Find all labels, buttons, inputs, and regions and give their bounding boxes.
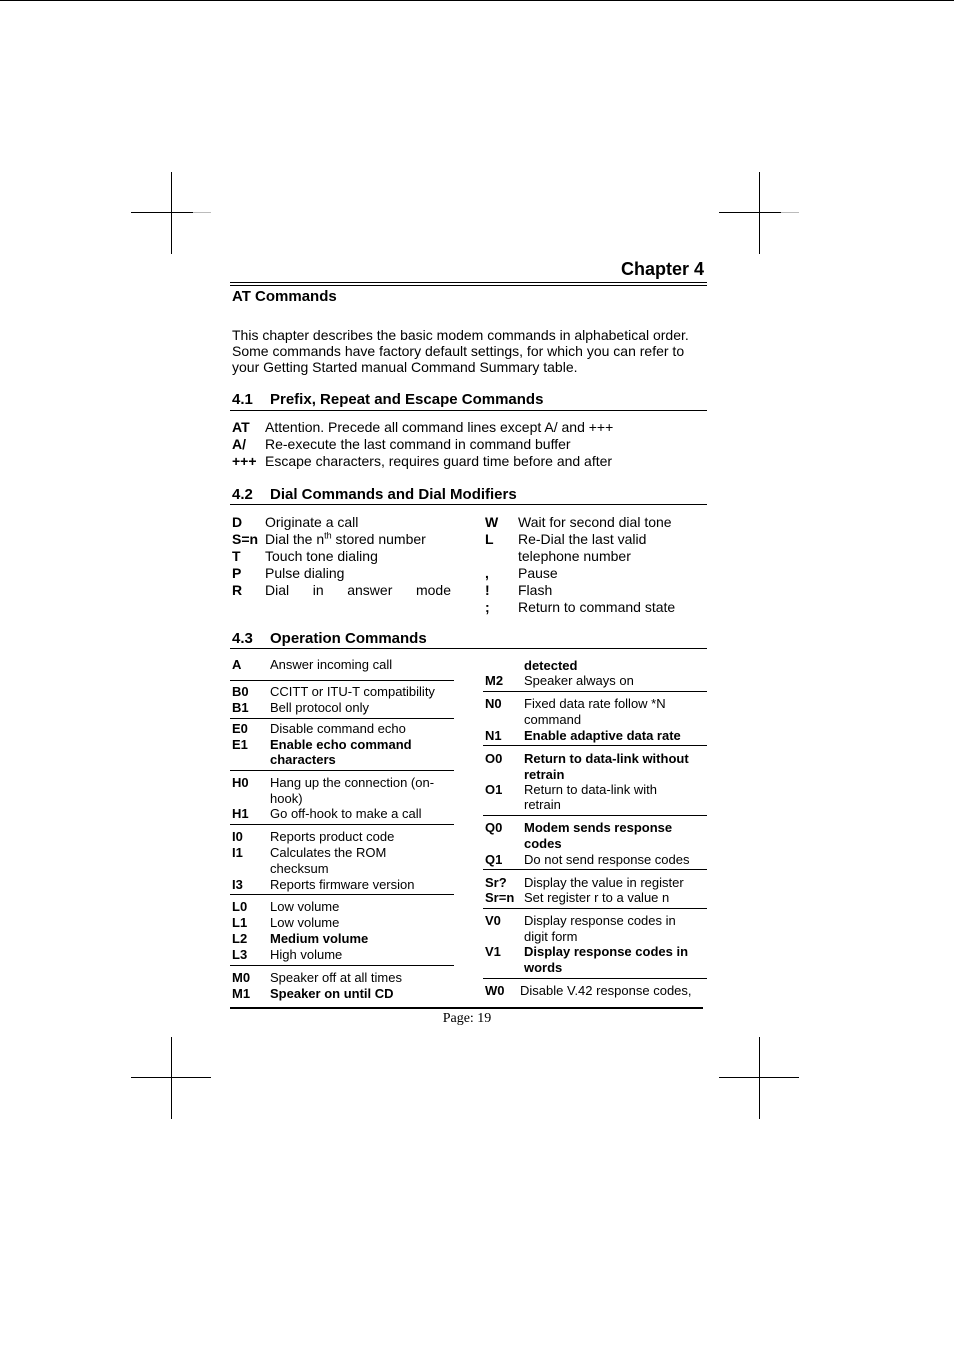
command-desc: Enable echo command [270,737,412,752]
command-key: ! [485,582,490,598]
crop-mark [193,212,211,213]
command-desc: Medium volume [270,931,369,946]
row-divider [230,824,454,825]
command-desc: CCITT or ITU-T compatibility [270,684,435,699]
command-desc: Wait for second dial tone [518,514,672,530]
command-key: I0 [232,829,243,844]
command-key: O0 [485,751,503,766]
superscript: th [324,530,332,541]
command-key: L0 [232,899,248,914]
row-divider [483,869,707,870]
command-key: A/ [232,436,246,452]
command-key: P [232,565,242,581]
section-title: Dial Commands and Dial Modifiers [270,486,517,503]
command-desc: Disable V.42 response codes, [520,983,692,998]
command-desc: Pause [518,565,558,581]
crop-mark [171,1037,172,1119]
command-key: I3 [232,877,243,892]
crop-mark [759,172,760,254]
section-number: 4.2 [232,486,253,503]
dial-commands-list [232,514,457,604]
command-key: E1 [232,737,248,752]
command-desc [265,531,426,548]
command-key: N0 [485,696,502,711]
command-desc: digit form [524,929,578,944]
desc-word: mode [415,582,451,598]
command-key: W0 [485,983,505,998]
command-desc: Pulse dialing [265,565,345,581]
chapter-rule [230,285,707,286]
command-key: S=n [232,531,259,547]
command-desc: command [524,712,582,727]
row-divider [230,680,454,681]
list-item [485,565,707,582]
command-desc: Go off-hook to make a call [270,806,422,821]
section-rule [230,648,707,649]
command-key: O1 [485,782,503,797]
section-number: 4.3 [232,630,253,647]
list-item [485,582,707,599]
crop-mark [131,212,193,213]
command-desc: Low volume [270,915,340,930]
command-desc: codes [524,836,562,851]
crop-mark [131,1077,211,1078]
command-desc: Re-Dial the last valid [518,531,647,547]
command-desc: hook) [270,791,303,806]
main-heading: AT Commands [232,288,337,305]
row-divider [230,965,454,966]
section-rule [230,504,707,505]
command-desc: Bell protocol only [270,700,369,715]
row-divider [483,815,707,816]
list-item [232,514,457,531]
command-key: W [485,514,499,530]
page-number: Page: 19 [442,1011,492,1026]
command-desc: Fixed data rate follow *N [524,696,666,711]
command-desc: Set register r to a value n [524,890,670,905]
list-item [485,514,707,531]
list-item [485,599,707,616]
crop-mark [171,172,172,254]
row-divider [483,978,707,979]
command-desc: retrain [524,797,561,812]
command-desc: detected [524,658,578,673]
row-divider [230,894,454,895]
list-item [485,531,707,548]
command-key: +++ [232,453,257,469]
command-key: L3 [232,947,248,962]
list-item [485,548,707,565]
list-item [232,548,457,565]
command-key: N1 [485,728,502,743]
command-key: ; [485,599,490,615]
command-key: Sr? [485,875,507,890]
command-desc: Return to data-link without [524,751,689,766]
desc-text: Dial the n [265,531,325,547]
command-key: , [485,565,489,581]
command-desc: Hang up the connection (on- [270,775,435,790]
command-key: R [232,582,243,598]
command-desc: characters [270,752,336,767]
command-desc: Originate a call [265,514,359,530]
command-desc: Disable command echo [270,721,406,736]
row-divider [483,745,707,746]
command-key: E0 [232,721,248,736]
command-key: Q1 [485,852,503,867]
dial-modifiers-list [485,514,707,618]
list-item [232,582,457,599]
command-key: L1 [232,915,248,930]
command-key: B1 [232,700,249,715]
command-desc: Display the value in register [524,875,684,890]
command-desc: Return to data-link with [524,782,657,797]
bottom-rule [230,1007,703,1009]
command-desc: Display response codes in [524,944,689,959]
crop-mark [781,212,799,213]
list-item [232,436,712,453]
command-desc: Flash [518,582,553,598]
intro-paragraph: This chapter describes the basic modem commands in alphabetical order. Some commands have factory default settings, for which you can refer to your Getting Started manual Command Summary table. [232,327,689,375]
page-top-border [0,0,954,1]
command-desc: Modem sends response [524,820,673,835]
command-desc: Calculates the ROM [270,845,387,860]
crop-mark [719,1077,799,1078]
command-desc: High volume [270,947,343,962]
section-title: Operation Commands [270,630,427,647]
command-key: V0 [485,913,501,928]
desc-word: in [312,582,324,598]
command-desc: Escape characters, requires guard time before and after [265,453,613,469]
command-key: D [232,514,243,530]
command-desc: Return to command state [518,599,676,615]
row-divider [483,691,707,692]
prefix-command-list [232,419,712,473]
desc-word: answer [347,582,393,598]
command-key: M2 [485,673,504,688]
command-desc: Speaker on until CD [270,986,394,1001]
command-desc [265,582,451,599]
command-key: A [232,657,242,672]
list-item [232,419,712,436]
command-key: Q0 [485,820,503,835]
command-key: T [232,548,241,564]
desc-text: stored number [331,531,426,547]
command-desc: Reports product code [270,829,395,844]
list-item [232,565,457,582]
command-key: AT [232,419,250,435]
list-item [232,531,457,548]
section-heading [232,486,517,503]
command-desc: Speaker off at all times [270,970,402,985]
command-desc: checksum [270,861,329,876]
command-desc: Reports firmware version [270,877,415,892]
section-heading [232,391,543,408]
command-key: Sr=n [485,890,515,905]
command-desc: retrain [524,767,565,782]
command-key: L [485,531,494,547]
desc-word: Dial [265,582,290,598]
command-desc: Enable adaptive data rate [524,728,681,743]
command-desc: Low volume [270,899,340,914]
command-key: M1 [232,986,251,1001]
row-divider [230,770,454,771]
list-item [232,453,712,470]
crop-mark [719,212,781,213]
command-key: V1 [485,944,501,959]
command-desc: Re-execute the last command in command buffer [265,436,571,452]
command-key: I1 [232,845,243,860]
command-desc: Speaker always on [524,673,634,688]
command-desc: Display response codes in [524,913,676,928]
command-desc: Do not send response codes [524,852,690,867]
chapter-rule [230,282,707,283]
command-key: B0 [232,684,249,699]
section-title: Prefix, Repeat and Escape Commands [270,391,544,408]
section-heading [232,630,427,647]
command-desc: Answer incoming call [270,657,393,672]
row-divider [483,908,707,909]
chapter-title: Chapter 4 [620,259,704,279]
row-divider [230,718,454,719]
command-desc: Attention. Precede all command lines except A/ and +++ [265,419,614,435]
command-key: H0 [232,775,249,790]
section-number: 4.1 [232,391,253,408]
section-rule [230,410,707,411]
crop-mark [759,1037,760,1119]
command-key: M0 [232,970,251,985]
command-key: L2 [232,931,248,946]
command-desc: telephone number [518,548,631,564]
command-desc: Touch tone dialing [265,548,378,564]
command-key: H1 [232,806,249,821]
command-desc: words [524,960,563,975]
